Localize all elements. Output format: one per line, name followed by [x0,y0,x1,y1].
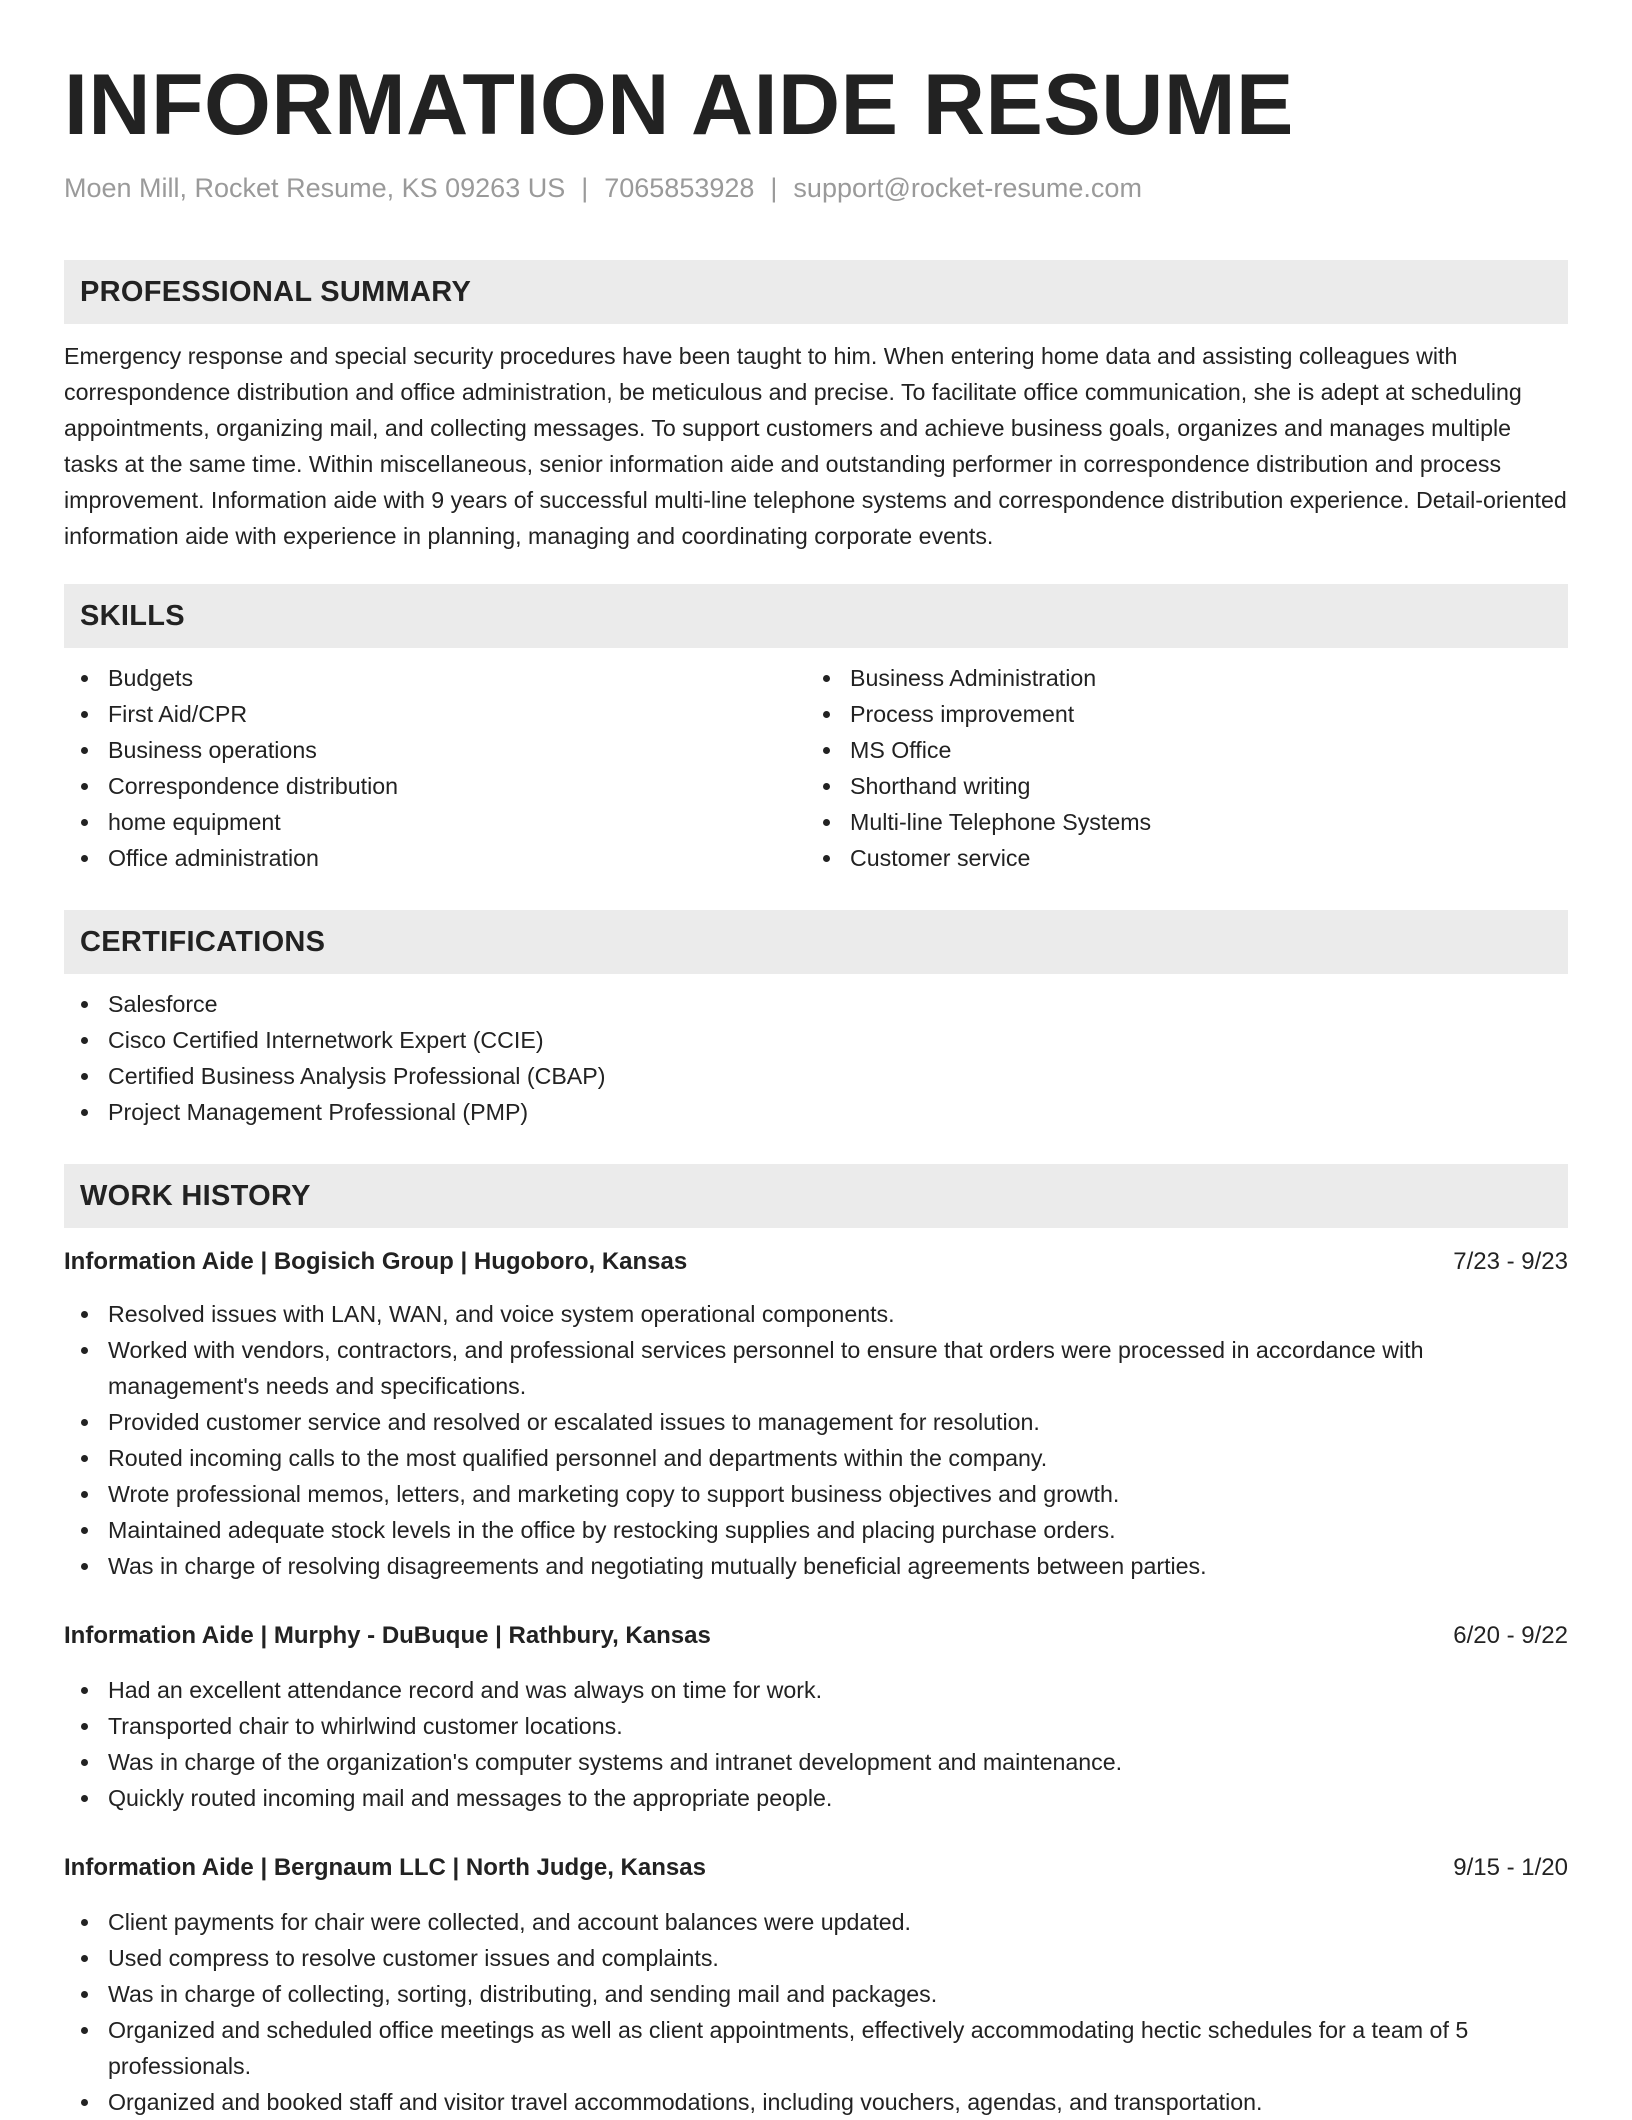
certification-item: Cisco Certified Internetwork Expert (CCIE) [64,1022,1568,1058]
job-bullets [64,1904,1568,2120]
job-header [64,1244,1568,1280]
job-bullet: Organized and booked staff and visitor travel accommodations, including vouchers, agendas, and transportation. [64,2084,1568,2120]
skill-item: Budgets [64,660,806,696]
work-history-section [64,1164,1568,2120]
job-title: Information Aide | Bergnaum LLC | North Judge, Kansas [64,1854,706,1881]
skills-list-left [64,660,806,876]
certification-item: Project Management Professional (PMP) [64,1094,1568,1130]
job-bullet: Was in charge of the organization's computer systems and intranet development and maintenance. [64,1744,1568,1780]
contact-address: Moen Mill, Rocket Resume, KS 09263 US [64,173,566,203]
skill-item: Correspondence distribution [64,768,806,804]
certification-item: Salesforce [64,986,1568,1022]
skill-item: Multi-line Telephone Systems [806,804,1548,840]
job-header [64,1850,1568,1886]
job-bullet: Provided customer service and resolved or escalated issues to management for resolution. [64,1404,1568,1440]
job-entry [64,1244,1568,1584]
job-dates: 9/15 - 1/20 [1453,1854,1568,1881]
certification-item: Certified Business Analysis Professional (CBAP) [64,1058,1568,1094]
certifications-list [64,986,1568,1130]
contact-line [64,170,1568,206]
job-bullet: Had an excellent attendance record and was always on time for work. [64,1672,1568,1708]
skills-grid [64,660,1568,876]
resume-page [64,0,1568,2120]
skill-item: Shorthand writing [806,768,1548,804]
skill-item: Customer service [806,840,1548,876]
skill-item: Process improvement [806,696,1548,732]
job-bullet: Was in charge of collecting, sorting, distributing, and sending mail and packages. [64,1976,1568,2012]
job-bullets [64,1296,1568,1584]
job-title: Information Aide | Murphy - DuBuque | Rathbury, Kansas [64,1622,711,1649]
job-bullet: Maintained adequate stock levels in the office by restocking supplies and placing purchase orders. [64,1512,1568,1548]
summary-heading: PROFESSIONAL SUMMARY [64,260,1568,324]
contact-separator: | [581,173,589,203]
skills-list-right [806,660,1548,876]
job-entry [64,1618,1568,1816]
contact-phone: 7065853928 [604,173,755,203]
job-bullet: Quickly routed incoming mail and messages to the appropriate people. [64,1780,1568,1816]
skills-section [64,584,1568,876]
skill-item: Business operations [64,732,806,768]
job-header [64,1618,1568,1654]
job-title: Information Aide | Bogisich Group | Hugoboro, Kansas [64,1248,688,1275]
summary-text: Emergency response and special security procedures have been taught to him. When entering home data and assisting colleagues with correspondence distribution and office administration, be meticulous and precise. To facilitate office communication, she is adept at scheduling appointments, organizing mail, and collecting messages. To support customers and achieve business goals, organizes and manages multiple tasks at the same time. Within miscellaneous, senior information aide and outstanding performer in correspondence distribution and process improvement. Information aide with 9 years of successful multi-line telephone systems and correspondence distribution experience. Detail-oriented information aide with experience in planning, managing and coordinating corporate events. [64,343,1567,549]
job-bullets [64,1672,1568,1816]
job-dates: 7/23 - 9/23 [1453,1248,1568,1275]
job-bullet: Transported chair to whirlwind customer locations. [64,1708,1568,1744]
skill-item: Business Administration [806,660,1548,696]
contact-email: support@rocket-resume.com [793,173,1142,203]
job-bullet: Used compress to resolve customer issues and complaints. [64,1940,1568,1976]
skill-item: First Aid/CPR [64,696,806,732]
contact-separator: | [770,173,778,203]
work-history-heading: WORK HISTORY [64,1164,1568,1228]
job-bullet: Routed incoming calls to the most qualified personnel and departments within the company. [64,1440,1568,1476]
job-bullet: Wrote professional memos, letters, and marketing copy to support business objectives and growth. [64,1476,1568,1512]
skill-item: MS Office [806,732,1548,768]
summary-section [64,260,1568,554]
certifications-heading: CERTIFICATIONS [64,910,1568,974]
skills-heading: SKILLS [64,584,1568,648]
job-bullet: Was in charge of resolving disagreements and negotiating mutually beneficial agreements between parties. [64,1548,1568,1584]
job-bullet: Resolved issues with LAN, WAN, and voice system operational components. [64,1296,1568,1332]
job-bullet: Organized and scheduled office meetings as well as client appointments, effectively accommodating hectic schedules for a team of 5 professionals. [64,2012,1568,2084]
job-bullet: Worked with vendors, contractors, and professional services personnel to ensure that orders were processed in accordance with management's needs and specifications. [64,1332,1568,1404]
skill-item: Office administration [64,840,806,876]
certifications-section [64,910,1568,1130]
job-bullet: Client payments for chair were collected, and account balances were updated. [64,1904,1568,1940]
resume-title: INFORMATION AIDE RESUME [64,57,1294,153]
job-entry [64,1850,1568,2120]
skill-item: home equipment [64,804,806,840]
job-dates: 6/20 - 9/22 [1453,1622,1568,1649]
